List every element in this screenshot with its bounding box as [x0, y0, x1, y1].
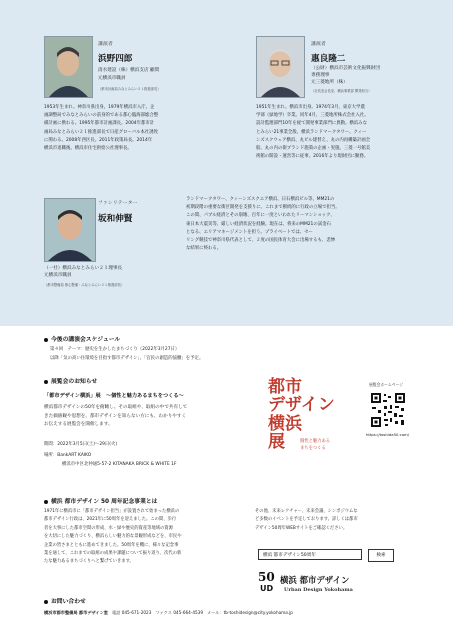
speaker2-note: （社長室会長室、横浜事業部 開発担当）: [311, 89, 372, 93]
bullet-icon: [44, 500, 48, 504]
qr-url[interactable]: https://toshida50.com/: [366, 432, 410, 437]
bullet-icon: [44, 600, 48, 604]
speaker3-affil2: 元横浜市職員: [44, 273, 72, 278]
speaker3-affil1: （一社）横浜みなとみらい２１理事長: [44, 266, 123, 271]
qr-code-icon[interactable]: [370, 392, 406, 428]
speaker3-bio: ランドマークタワー、クィーンズスクエア横浜、日石横浜ビル等、MM21の 初期段階の重要な街区開発を支援りに、これまで断続的に行政の立場で担当。 この間、パブル経済とその崩壊、百年に一度といわれたリーマンショック、 東日本大震災等、厳しい経済状況を経験。現在は、将来のMM21の試金石 となる、エリアマネージメントを担う。プライベートでは、セー リング競技で神奈川県代表として、２度の国民体育大会に出場するも、悲惨 な結果に終わる。: [186, 197, 340, 252]
speaker2-role: 講演者: [311, 42, 326, 47]
contact-line: [44, 610, 293, 616]
poster-title-4: 展: [268, 432, 285, 452]
anniversary-left: 1971年に横浜市に「都市デザイン担当」が設置されて始まった横浜の 都市デザイン行政は、2021年に50周年を迎えました。この間、歩行 者を大事にした都市空間の形成、水・緑や歴史的資産等地域の資源 を大切にした魅力づくり、横浜らしい魅力的な景観形成などを、市民や 企業の皆さまとともに進めてきました。50周年を機に、様々な記念事 業を通して、これまでの取組の成果や課題について振り返り、次代の新 たな魅力あるまちづくりへと繋げていきます。: [44, 509, 182, 565]
speaker-photo-hamano: [44, 36, 93, 98]
speaker1-role: 講演者: [98, 42, 113, 47]
exhibition-title: 展覧会のお知らせ: [44, 376, 97, 385]
speaker1-bio: 1953年生まれ。神奈川県出身。1979年横浜市入庁。企 画調整局でみなとみらいの前身的である都心臨海部総合整 備計画に携わる。1995年都市計画課長。2004年都市計 画局みなとみらい２１推進部長で日産グローバル本社誘致 に関わる。2008年西区長。2011年政策局長。2014年 横浜市退職後、横浜市住宅供給公社理事長。: [44, 105, 159, 152]
speaker2-name: 惠良隆二: [311, 54, 346, 64]
exhibition-poster: [268, 378, 358, 458]
ud50-logo: [258, 570, 408, 598]
speaker2-affil1: （公財）横浜市芸術文化振興財団: [311, 66, 380, 71]
speaker1-affil1: 清水建設（株）横浜支店 顧問: [98, 68, 160, 73]
poster-sub2: まちをつくる: [300, 446, 326, 451]
logo-jp: 横浜 都市デザイン: [280, 575, 350, 585]
contact-org: 横浜市都市整備局 都市デザイン室: [44, 610, 108, 615]
qr-caption: 展覧会ホームページ: [369, 382, 404, 387]
poster-title-3: 横浜: [268, 414, 302, 434]
poster-title-1: 都市: [268, 377, 302, 397]
search-box[interactable]: 横浜 都市デザイン50周年: [258, 549, 362, 560]
speaker1-affil2: 元横浜市職員: [98, 76, 126, 81]
speaker2-bio: 1951年生まれ。横浜市出身。1974年3月、東京大学農 学部（緑地学）卒業。同年4月、三菱地所株式会社入社。 設計監理部門10年を経て開発事業部門に異動。横浜みな とみらい21事業全般、横浜ランドマークタワー、クィー ンズスクウェア横浜、丸ビル建替え、丸の内再構築計画全 般、丸の内の街ブランド施策の企画・実施。三菱一号館美 術館の開設・運営等に従事。2016年より現財団に勤務。: [256, 105, 371, 160]
speaker1-name: 浜野四郎: [98, 54, 133, 64]
exhibition-period: 期間：2022年3月5日(土)～29日(火): [44, 442, 118, 447]
contact-tel: 電話 045-671-2023: [111, 610, 152, 615]
speaker1-note: （都市計画局みなとみらい２１推進部長）: [98, 87, 161, 91]
exhibition-venue: 場所：BankART KAIKO: [44, 453, 92, 458]
anniversary-title: 横浜 都市デザイン 50 周年記念事業とは: [44, 496, 157, 505]
logo-num: 50: [258, 570, 275, 584]
bullet-icon: [44, 338, 48, 342]
poster-sub1: 個性と魅力ある: [300, 439, 331, 444]
contact-fax: ファクス 045-664-4539: [155, 610, 203, 615]
exhibition-desc: 横浜都市デザインの50年を俯瞰し、その取組や、取組の中で共有して きた価値観や思想を、都市デザインを知らない方にも、わかりやすく お伝えする展覧会を開催します。: [44, 405, 188, 428]
bullet-icon: [44, 380, 48, 384]
speaker2-affil2: 専務理事: [311, 73, 330, 78]
schedule-line1: 第４回 テーマ：歴史を生かしたまちづくり（2022年3月27日）: [50, 347, 180, 352]
schedule-line2: 以降「気の高い住環境を目指す都市デザイン」、「官民の創造的協働」を予定。: [50, 356, 204, 361]
poster-title-2: デザイン: [268, 395, 335, 415]
speaker2-affil3: 元三菱地所（株）: [311, 80, 348, 85]
logo-en: Urban Design Yokohama: [284, 587, 353, 593]
contact-title: お問い合わせ: [44, 596, 86, 605]
speaker3-note: （都市整備局 都心整備・みなとみらい２１推進部長）: [44, 283, 125, 287]
speaker-photo-era: [256, 36, 305, 98]
speaker3-name: 坂和伸賢: [98, 214, 133, 224]
schedule-title: 今後の講演会スケジュール: [44, 334, 120, 343]
anniversary-right: その他、未来レクチャー、未来会議、シンポジウムな ど多数のイベントを予定しております。詳しくは都市 デザイン50周年WEBサイトをご確認ください。: [255, 509, 358, 531]
logo-ud: UD: [260, 584, 274, 593]
speaker3-role: ファシリテーター: [98, 201, 138, 206]
speaker-photo-sakawa: [44, 198, 96, 262]
search-button[interactable]: 検索: [368, 549, 394, 562]
exhibition-address: 横浜市中区北仲通5-57-2 KITANAKA BRICK & WHITE 1F: [62, 462, 177, 467]
exhibition-subtitle: 「都市デザイン横浜」展 ～個性と魅力あるまちをつくる～: [44, 393, 184, 399]
contact-mail[interactable]: メール：tb-toshidesign@city.yokohama.jp: [206, 610, 293, 615]
